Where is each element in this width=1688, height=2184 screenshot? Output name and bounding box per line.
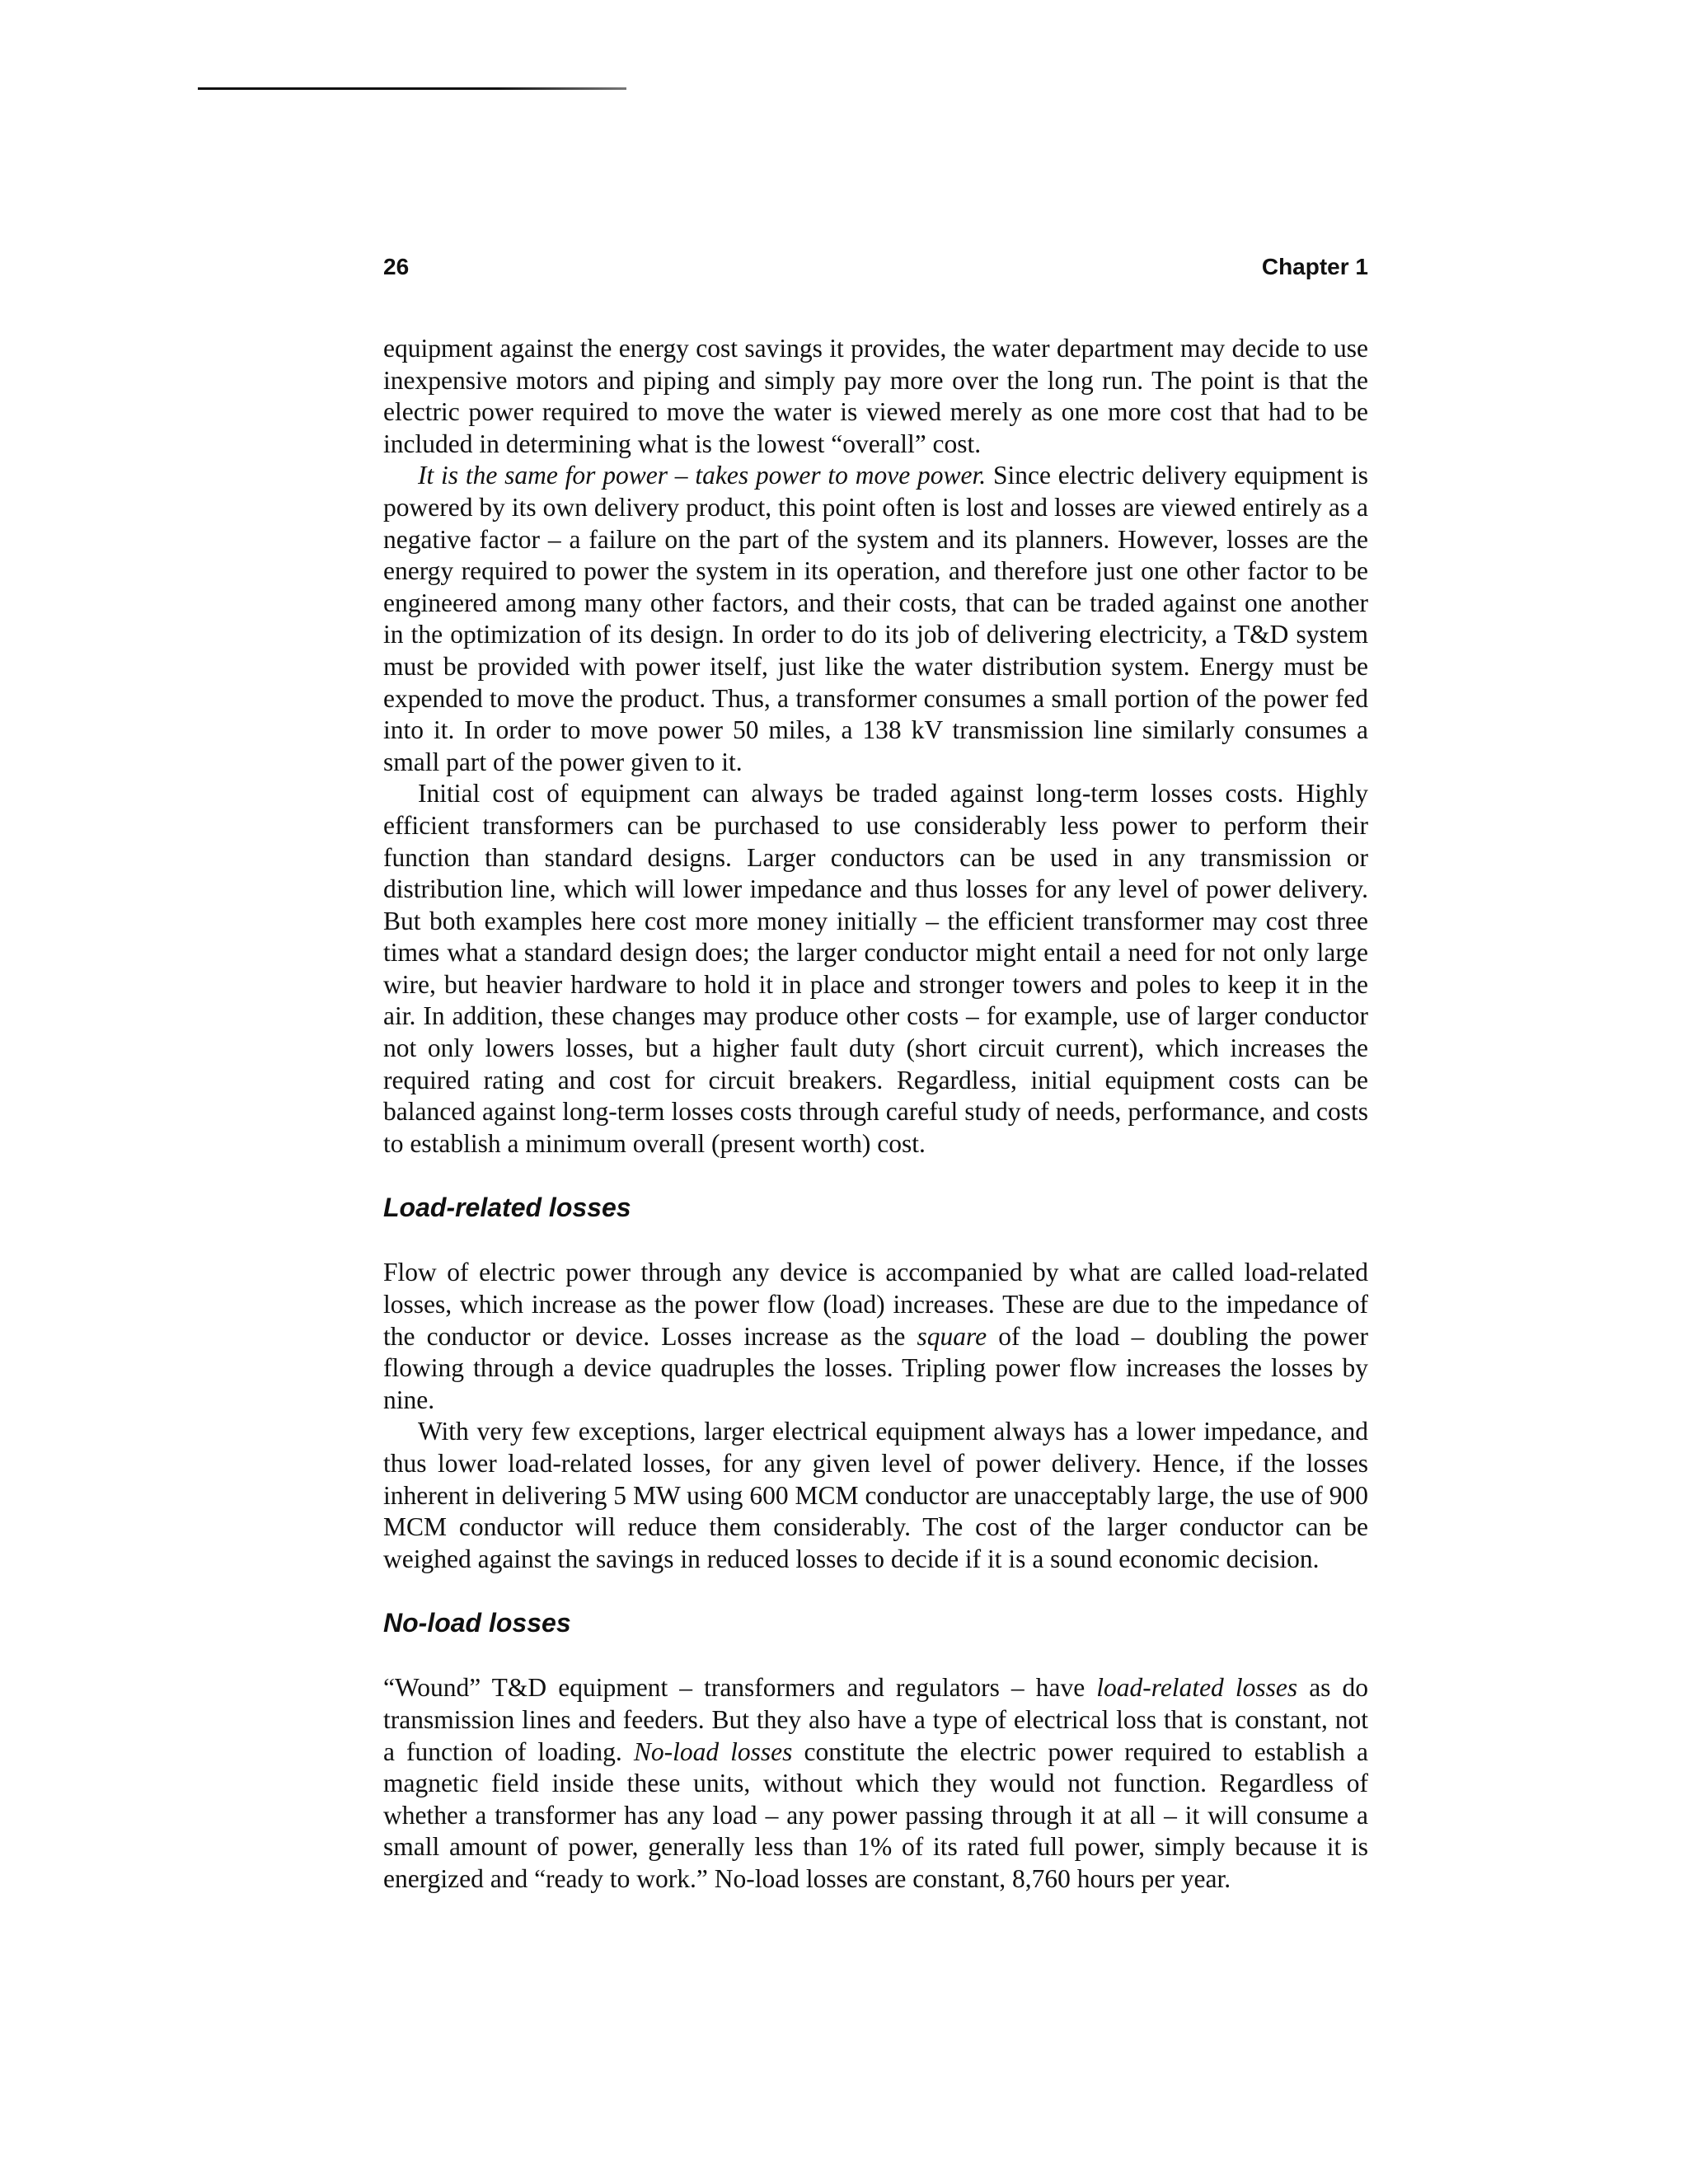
paragraph-text: constitute the electric power required to establish a magnetic field inside these units, without which they would not function. Regardless of whether a transformer has any load – any power passing through it at all – it will consume a small amount of power, generally less than 1% of its rated full power, simply because it is energized and “ready to work.” No-load losses are constant, 8,760 hours per year. <box>383 1736 1369 1893</box>
heading-no-load-losses: No-load losses <box>383 1608 571 1638</box>
paragraph-text: Flow of electric power through any device is accompanied by what are called load-related losses, which increase as the power flow (load) increases. These are due to the impedance of the conductor or device. Losses increase as the <box>383 1258 1368 1351</box>
paragraph-no-load-losses <box>383 1672 1368 1895</box>
paragraph-text: “Wound” T&D equipment – transformers and regulators – have <box>383 1673 1097 1703</box>
page-number: 26 <box>383 254 410 279</box>
paragraph-water-cost: equipment against the energy cost savings it provides, the water department may decide to use inexpensive motors and piping and simply pay more over the long run. The point is that the electric power required to move the water is viewed merely as one more cost that had to be included in determining what is the lowest “overall” cost. <box>383 334 1368 458</box>
paragraph-power-to-move-power <box>383 460 1368 778</box>
italic-lead-in: It is the same for power – takes power to move power. <box>418 461 987 490</box>
paragraph-text: of the load – doubling the power flowing through a device quadruples the losses. Tripling power flow increases the losses by nine. <box>383 1321 1368 1414</box>
paragraph-larger-equipment: With very few exceptions, larger electrical equipment always has a lower impedance, and thus lower load-related losses, for any given level of power delivery. Hence, if the losses inherent in delivering 5 MW using 600 MCM conductor are unacceptably large, the use of 900 MCM conductor will reduce them considerably. The cost of the larger conductor can be weighed against the savings in reduced losses to decide if it is a sound economic decision. <box>383 1417 1368 1573</box>
running-head <box>383 254 1368 290</box>
paragraph-load-losses <box>383 1257 1368 1416</box>
italic-term: load-related losses <box>1096 1673 1298 1703</box>
paragraph-initial-cost: Initial cost of equipment can always be traded against long-term losses costs. Highly efficient transformers can be purchased to use considerably less power to perform their function than standard designs. Larger conductors can be used in any transmission or distribution line, which will lower impedance and thus losses for any level of power delivery. But both examples here cost more money initially – the efficient transformer may cost three times what a standard design does; the larger conductor might entail a need for not only large wire, but heavier hardware to hold it in place and stronger towers and poles to keep it in the air. In addition, these changes may produce other costs – for example, use of larger conductor not only lowers losses, but a higher fault duty (short circuit current), which increases the required rating and cost for circuit breakers. Regardless, initial equipment costs can be balanced against long-term losses costs through careful study of needs, performance, and costs to establish a minimum overall (present worth) cost. <box>383 779 1368 1158</box>
italic-term: No-load losses <box>633 1736 793 1766</box>
italic-term: square <box>917 1321 987 1351</box>
paragraph-text: Since electric delivery equipment is powered by its own delivery product, this point often is lost and losses are viewed entirely as a negative factor – a failure on the part of the system and its planners. However, losses are the energy required to power the system in its operation, and therefore just one other factor to be engineered among many other factors, and their costs, that can be traded against one another in the optimization of its design. In order to do its job of delivering electricity, a T&D system must be provided with power itself, just like the water distribution system. Energy must be expended to move the product. Thus, a transformer consumes a small portion of the power fed into it. In order to move power 50 miles, a 138 kV transmission line similarly consumes a small part of the power given to it. <box>383 461 1368 776</box>
page-body <box>383 333 1368 1896</box>
chapter-label: Chapter 1 <box>1261 254 1368 279</box>
top-rule <box>198 87 626 90</box>
heading-load-related-losses: Load-related losses <box>383 1193 631 1223</box>
paragraph-text: as do transmission lines and feeders. But they also have a type of electrical loss that is constant, not a function of loading. <box>383 1673 1368 1766</box>
